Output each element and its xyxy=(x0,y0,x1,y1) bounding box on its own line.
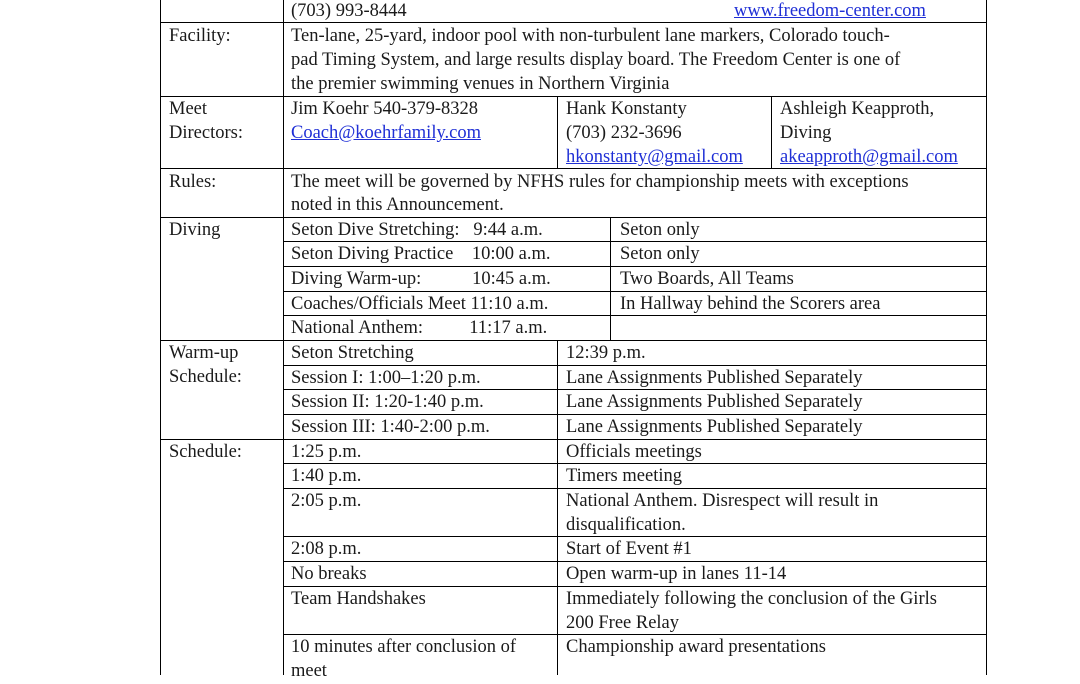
schedule-column-divider xyxy=(557,439,558,675)
schedule-row-time: 2:05 p.m. xyxy=(291,491,362,511)
meet-directors-label: Meet xyxy=(169,99,208,119)
table-border-right xyxy=(986,0,987,675)
schedule-row-event: National Anthem. Disrespect will result in xyxy=(566,491,879,511)
diving-column-divider xyxy=(610,217,611,340)
rules-label: Rules: xyxy=(169,172,217,192)
diving-row-time: Seton Diving Practice 10:00 a.m. xyxy=(291,244,551,264)
director-name: Ashleigh Keapproth, xyxy=(780,99,935,119)
schedule-label: Schedule: xyxy=(169,442,242,462)
schedule-row-time: Team Handshakes xyxy=(291,589,426,609)
director-phone: (703) 232-3696 xyxy=(566,123,682,143)
facility-text-line: Ten-lane, 25-yard, indoor pool with non-turbulent lane markers, Colorado touch- xyxy=(291,26,890,46)
warmup-row-detail: 12:39 p.m. xyxy=(566,343,646,363)
warmup-label: Schedule: xyxy=(169,367,242,387)
warmup-row-detail: Lane Assignments Published Separately xyxy=(566,368,863,388)
diving-row-time: Diving Warm-up: 10:45 a.m. xyxy=(291,269,551,289)
diving-row-time: Coaches/Officials Meet 11:10 a.m. xyxy=(291,294,549,314)
schedule-row-event: 200 Free Relay xyxy=(566,613,680,633)
warmup-row-detail: Lane Assignments Published Separately xyxy=(566,392,863,412)
warmup-row-session: Session II: 1:20-1:40 p.m. xyxy=(291,392,484,412)
diving-row-time: Seton Dive Stretching: 9:44 a.m. xyxy=(291,220,543,240)
director-email-link[interactable]: akeapproth@gmail.com xyxy=(780,147,958,167)
director-divider xyxy=(557,96,558,168)
schedule-row-event: Officials meetings xyxy=(566,442,702,462)
schedule-row-time: 1:25 p.m. xyxy=(291,442,362,462)
schedule-row-time: meet xyxy=(291,661,327,681)
warmup-row-session: Session I: 1:00–1:20 p.m. xyxy=(291,368,481,388)
diving-row-note: Seton only xyxy=(620,220,700,240)
director-divider xyxy=(771,96,772,168)
facility-text-line: the premier swimming venues in Northern Virginia xyxy=(291,74,670,94)
director-email-link[interactable]: hkonstanty@gmail.com xyxy=(566,147,743,167)
schedule-row-time: 10 minutes after conclusion of xyxy=(291,637,517,657)
meet-directors-label: Directors: xyxy=(169,123,243,143)
row-divider xyxy=(160,217,987,218)
schedule-row-event: Championship award presentations xyxy=(566,637,826,657)
schedule-row-time: No breaks xyxy=(291,564,367,584)
schedule-row-event: disqualification. xyxy=(566,515,686,535)
director-name-phone: Jim Koehr 540-379-8328 xyxy=(291,99,479,119)
schedule-row-event: Immediately following the conclusion of the Girls xyxy=(566,589,937,609)
rules-text-line: noted in this Announcement. xyxy=(291,195,504,215)
director-role: Diving xyxy=(780,123,832,143)
warmup-row-session: Session III: 1:40-2:00 p.m. xyxy=(291,417,490,437)
table-border-left xyxy=(160,0,161,675)
facility-label: Facility: xyxy=(169,26,231,46)
facility-text-line: pad Timing System, and large results display board. The Freedom Center is one of xyxy=(291,50,901,70)
warmup-label: Warm-up xyxy=(169,343,239,363)
schedule-row-time: 2:08 p.m. xyxy=(291,539,362,559)
label-column-divider xyxy=(283,0,284,675)
rules-text-line: The meet will be governed by NFHS rules for championship meets with exceptions xyxy=(291,172,909,192)
schedule-row-event: Start of Event #1 xyxy=(566,539,692,559)
director-email-link[interactable]: Coach@koehrfamily.com xyxy=(291,123,481,143)
diving-row-note: Seton only xyxy=(620,244,700,264)
facility-phone: (703) 993-8444 xyxy=(291,1,407,21)
schedule-row-time: 1:40 p.m. xyxy=(291,466,362,486)
warmup-row-detail: Lane Assignments Published Separately xyxy=(566,417,863,437)
schedule-row-event: Timers meeting xyxy=(566,466,682,486)
diving-label: Diving xyxy=(169,220,221,240)
diving-row-note: Two Boards, All Teams xyxy=(620,269,794,289)
diving-row-time: National Anthem: 11:17 a.m. xyxy=(291,318,548,338)
facility-website-link[interactable]: www.freedom-center.com xyxy=(734,1,926,21)
schedule-row-event: Open warm-up in lanes 11-14 xyxy=(566,564,787,584)
director-name: Hank Konstanty xyxy=(566,99,687,119)
diving-row-note: In Hallway behind the Scorers area xyxy=(620,294,881,314)
warmup-row-session: Seton Stretching xyxy=(291,343,414,363)
